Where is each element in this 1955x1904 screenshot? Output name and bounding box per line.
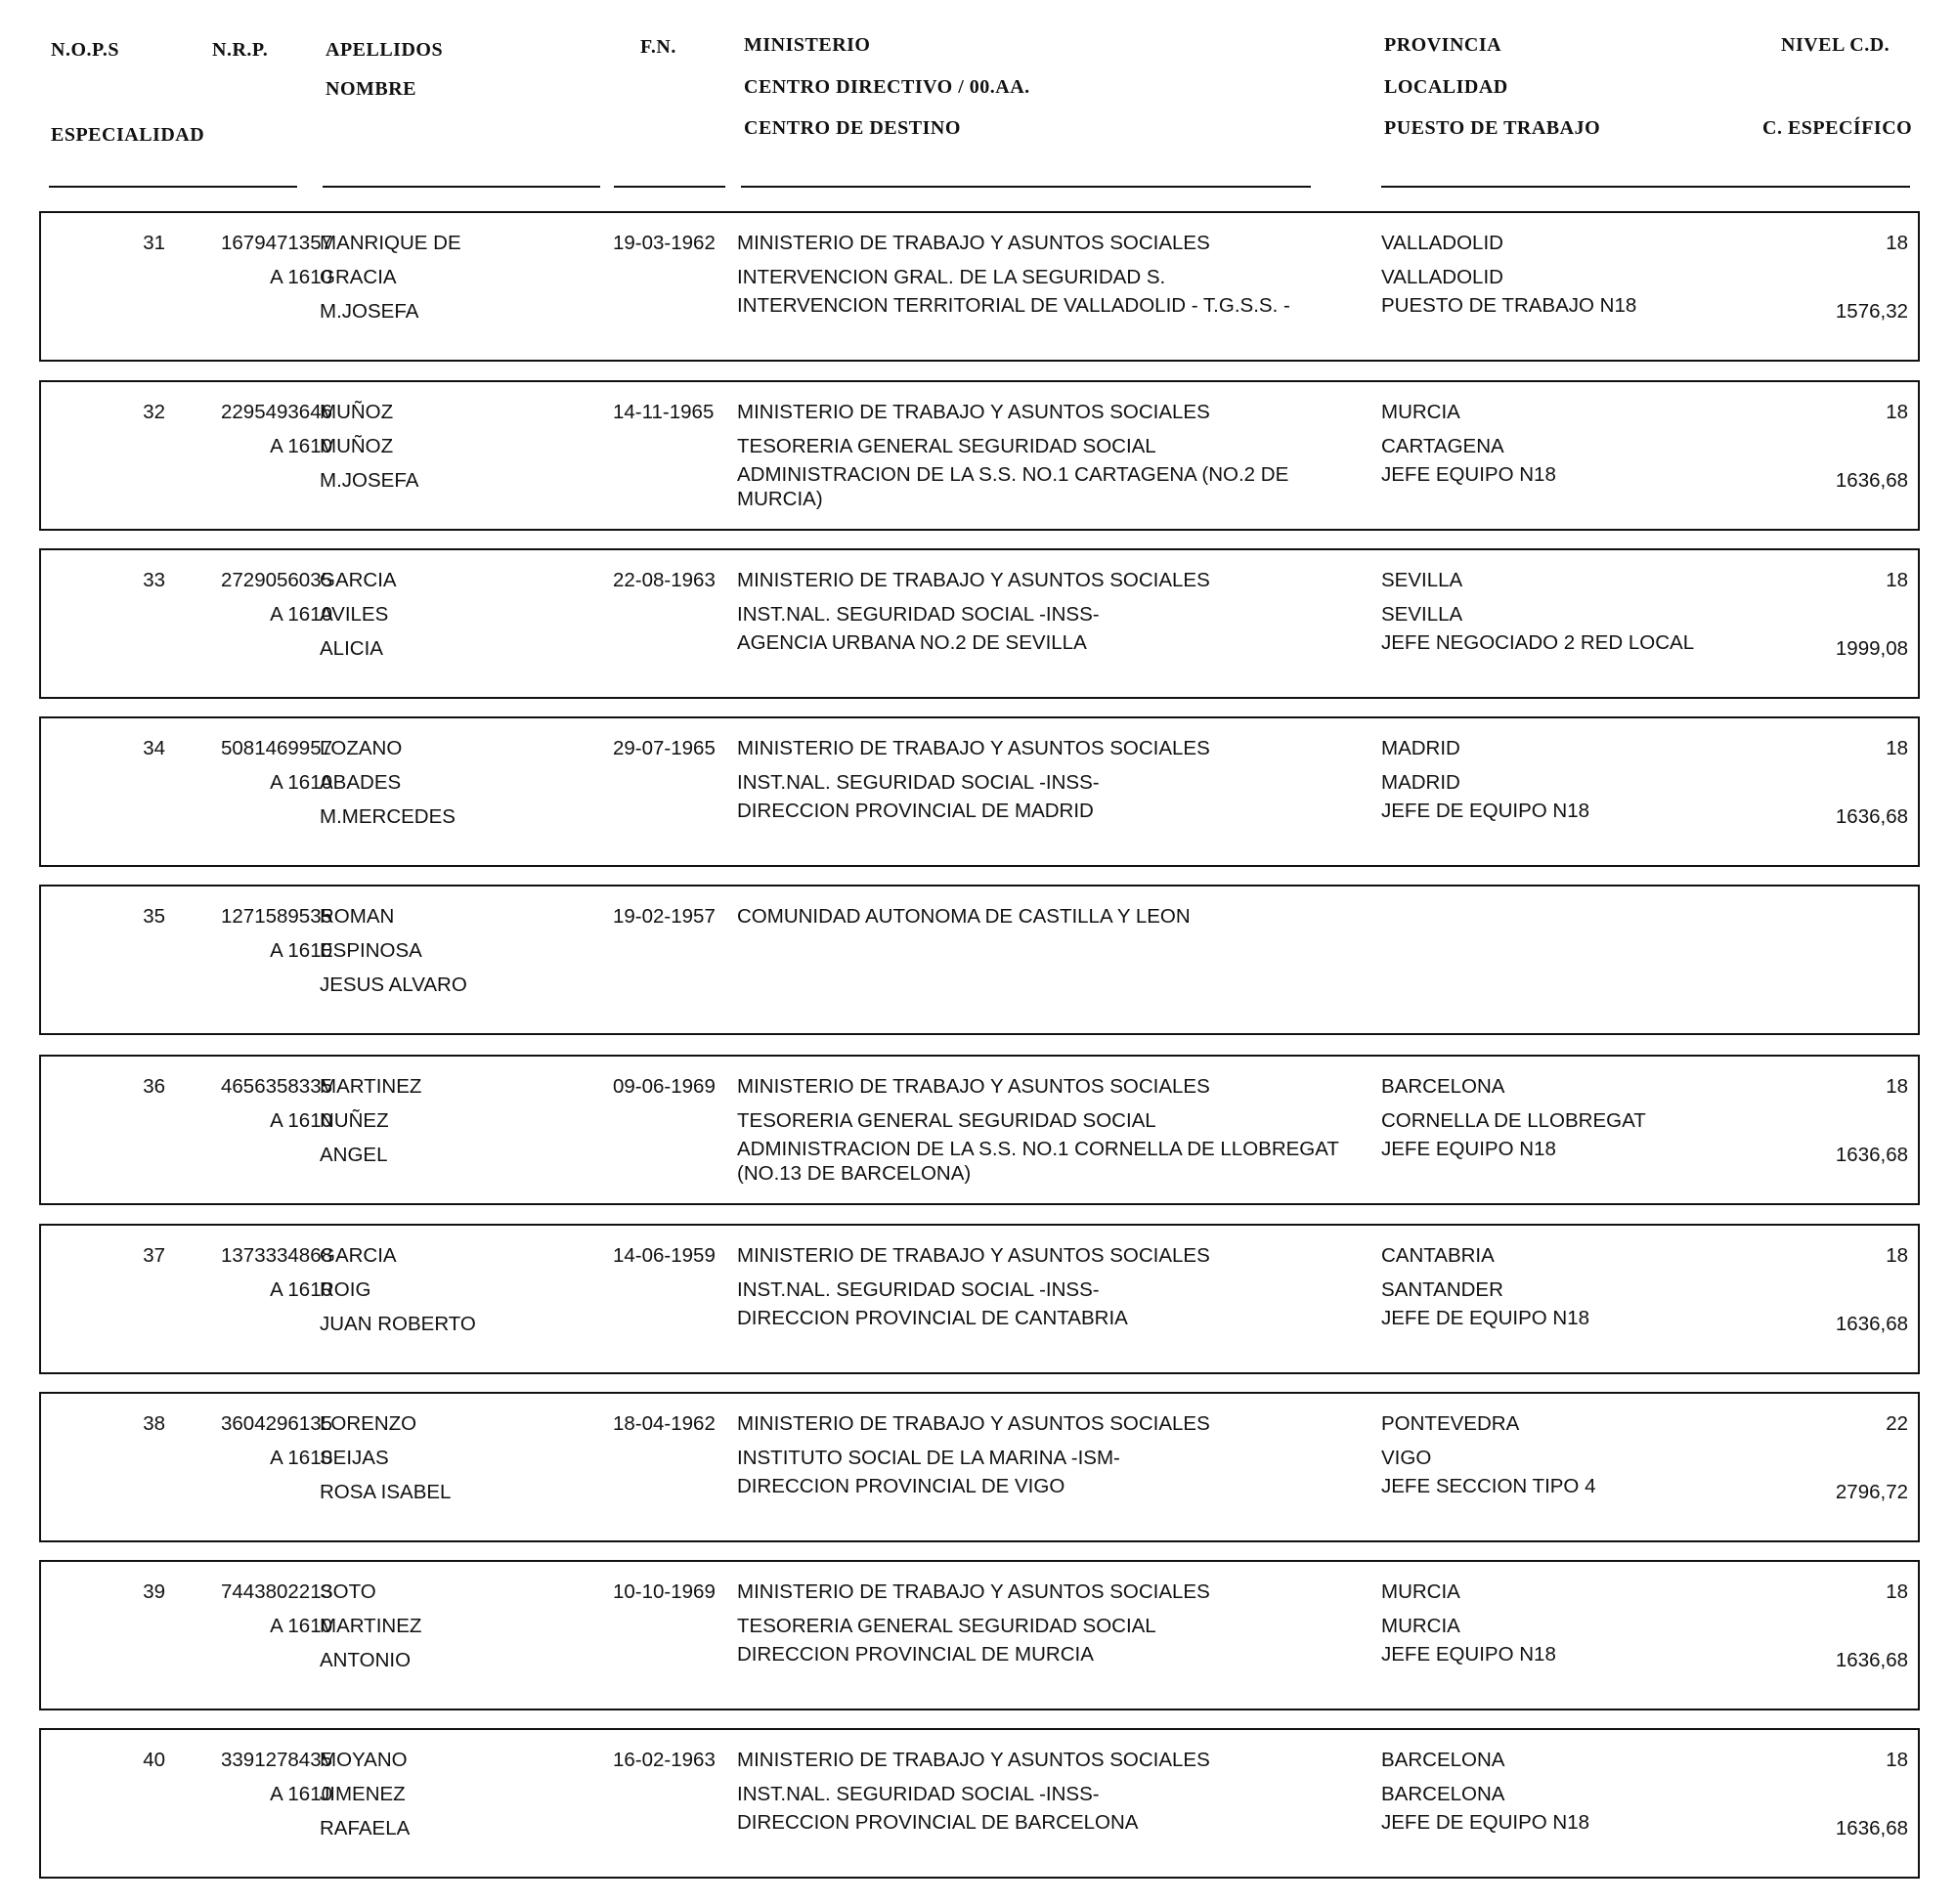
record-especialidad: A 1610	[270, 1109, 332, 1132]
record-nivel: 18	[1886, 232, 1908, 254]
record-centro-directivo: TESORERIA GENERAL SEGURIDAD SOCIAL	[737, 1615, 1156, 1637]
record-centro-directivo: INST.NAL. SEGURIDAD SOCIAL -INSS-	[737, 1783, 1100, 1805]
record-provincia: VALLADOLID	[1381, 232, 1503, 254]
record-fecha-nacimiento: 22-08-1963	[613, 569, 716, 591]
record-apellido-1: SOTO	[320, 1580, 376, 1603]
record-puesto: JEFE EQUIPO N18	[1381, 1138, 1556, 1160]
record-nops: 31	[143, 232, 165, 254]
record-apellido-1: LOZANO	[320, 737, 403, 759]
record-puesto: JEFE DE EQUIPO N18	[1381, 1307, 1590, 1329]
record-fecha-nacimiento: 19-03-1962	[613, 232, 716, 254]
record-fecha-nacimiento: 09-06-1969	[613, 1075, 716, 1098]
record-apellido-2: ROIG	[320, 1278, 371, 1301]
record-nombre: JESUS ALVARO	[320, 974, 467, 996]
record-nops: 39	[143, 1580, 165, 1603]
record-apellido-1: MOYANO	[320, 1749, 408, 1771]
record-provincia: PONTEVEDRA	[1381, 1412, 1520, 1435]
record-especialidad: A 1610	[270, 771, 332, 794]
record-apellido-1: ROMAN	[320, 905, 395, 928]
record-fecha-nacimiento: 29-07-1965	[613, 737, 716, 759]
record-ministerio: MINISTERIO DE TRABAJO Y ASUNTOS SOCIALES	[737, 1075, 1210, 1098]
record-nombre: ALICIA	[320, 637, 383, 660]
record-nrp: 4656358335	[220, 1075, 332, 1098]
record-apellido-1: LORENZO	[320, 1412, 417, 1435]
record-nivel: 18	[1886, 1580, 1908, 1603]
record-especifico: 1636,68	[1835, 1313, 1908, 1335]
record-nops: 40	[143, 1749, 165, 1771]
record-localidad: SEVILLA	[1381, 603, 1463, 626]
record-nivel: 18	[1886, 401, 1908, 423]
record-apellido-2: JIMENEZ	[320, 1783, 406, 1805]
record-nivel: 18	[1886, 569, 1908, 591]
record-apellido-2: SEIJAS	[320, 1447, 389, 1469]
record-apellido-1: GARCIA	[320, 1244, 397, 1267]
record-puesto: JEFE NEGOCIADO 2 RED LOCAL	[1381, 631, 1695, 654]
record-puesto: PUESTO DE TRABAJO N18	[1381, 294, 1637, 317]
record-nops: 36	[143, 1075, 165, 1098]
record-nivel: 18	[1886, 1749, 1908, 1771]
header-puesto: PUESTO DE TRABAJO	[1384, 117, 1601, 139]
record-apellido-1: GARCIA	[320, 569, 397, 591]
record-localidad: CARTAGENA	[1381, 435, 1504, 457]
record-provincia: MURCIA	[1381, 1580, 1460, 1603]
record-nops: 32	[143, 401, 165, 423]
header-apellidos: APELLIDOS	[326, 39, 444, 61]
record-provincia: MURCIA	[1381, 401, 1460, 423]
record-apellido-2: MUÑOZ	[320, 435, 394, 457]
record-nivel: 18	[1886, 1244, 1908, 1267]
record-ministerio: MINISTERIO DE TRABAJO Y ASUNTOS SOCIALES	[737, 1749, 1210, 1771]
record-centro-destino: DIRECCION PROVINCIAL DE VIGO	[737, 1475, 1065, 1497]
record-provincia: BARCELONA	[1381, 1749, 1505, 1771]
record-nrp: 7443802213	[220, 1580, 332, 1603]
record-centro-destino: AGENCIA URBANA NO.2 DE SEVILLA	[737, 631, 1087, 654]
record-puesto: JEFE EQUIPO N18	[1381, 1643, 1556, 1666]
record-nops: 37	[143, 1244, 165, 1267]
record-ministerio: MINISTERIO DE TRABAJO Y ASUNTOS SOCIALES	[737, 1412, 1210, 1435]
record-ministerio: MINISTERIO DE TRABAJO Y ASUNTOS SOCIALES	[737, 232, 1210, 254]
record-centro-directivo: INSTITUTO SOCIAL DE LA MARINA -ISM-	[737, 1447, 1120, 1469]
record-provincia: CANTABRIA	[1381, 1244, 1495, 1267]
header-provincia: PROVINCIA	[1384, 34, 1502, 56]
record-especialidad: A 1610	[270, 1278, 332, 1301]
record-especifico: 1636,68	[1835, 1817, 1908, 1839]
record-apellido-2: AVILES	[320, 603, 389, 626]
record-ministerio: MINISTERIO DE TRABAJO Y ASUNTOS SOCIALES	[737, 569, 1210, 591]
record-centro-directivo: TESORERIA GENERAL SEGURIDAD SOCIAL	[737, 1109, 1156, 1132]
record-nrp: 2295493646	[220, 401, 332, 423]
record-centro-directivo: INST.NAL. SEGURIDAD SOCIAL -INSS-	[737, 771, 1100, 794]
record-centro-destino: INTERVENCION TERRITORIAL DE VALLADOLID - T.G.S.S. -	[737, 294, 1290, 317]
record-block	[39, 1560, 1920, 1710]
header-nivel: NIVEL C.D.	[1781, 34, 1890, 56]
record-apellido-1: MARTINEZ	[320, 1075, 422, 1098]
header-centro-directivo: CENTRO DIRECTIVO / 00.AA.	[744, 76, 1030, 98]
record-nivel: 18	[1886, 1075, 1908, 1098]
record-apellido-2: MARTINEZ	[320, 1615, 422, 1637]
record-nombre: M.JOSEFA	[320, 300, 419, 323]
header-rule	[323, 186, 600, 188]
record-nops: 35	[143, 905, 165, 928]
record-nombre: ROSA ISABEL	[320, 1481, 452, 1503]
header-especifico: C. ESPECÍFICO	[1762, 117, 1913, 139]
record-centro-destino: DIRECCION PROVINCIAL DE BARCELONA	[737, 1811, 1139, 1834]
record-nops: 38	[143, 1412, 165, 1435]
record-especialidad: A 1610	[270, 1615, 332, 1637]
record-localidad: VIGO	[1381, 1447, 1432, 1469]
record-provincia: SEVILLA	[1381, 569, 1463, 591]
record-block	[39, 885, 1920, 1035]
record-nombre: JUAN ROBERTO	[320, 1313, 476, 1335]
record-fecha-nacimiento: 10-10-1969	[613, 1580, 716, 1603]
header-ministerio: MINISTERIO	[744, 34, 871, 56]
header-centro-destino: CENTRO DE DESTINO	[744, 117, 961, 139]
record-centro-destino: DIRECCION PROVINCIAL DE MURCIA	[737, 1643, 1094, 1666]
record-ministerio: MINISTERIO DE TRABAJO Y ASUNTOS SOCIALES	[737, 401, 1210, 423]
record-nrp: 1271589535	[220, 905, 332, 928]
record-apellido-2: NUÑEZ	[320, 1109, 389, 1132]
header-nrp: N.R.P.	[212, 39, 269, 61]
record-block	[39, 716, 1920, 867]
record-apellido-1: MANRIQUE DE	[320, 232, 461, 254]
record-block	[39, 1224, 1920, 1374]
header-fn: F.N.	[640, 36, 676, 58]
record-block	[39, 211, 1920, 362]
record-especifico: 2796,72	[1835, 1481, 1908, 1503]
record-especialidad: A 1610	[270, 266, 332, 288]
record-nops: 33	[143, 569, 165, 591]
record-especialidad: A 1610	[270, 603, 332, 626]
record-block	[39, 380, 1920, 531]
record-ministerio: MINISTERIO DE TRABAJO Y ASUNTOS SOCIALES	[737, 1244, 1210, 1267]
header-rule	[614, 186, 725, 188]
header-rule	[49, 186, 297, 188]
header-especialidad: ESPECIALIDAD	[51, 124, 205, 146]
record-nivel: 18	[1886, 737, 1908, 759]
record-puesto: JEFE DE EQUIPO N18	[1381, 800, 1590, 822]
record-localidad: MURCIA	[1381, 1615, 1460, 1637]
record-centro-destino: ADMINISTRACION DE LA S.S. NO.1 CORNELLA DE LLOBREGAT (NO.13 DE BARCELONA)	[737, 1138, 1339, 1185]
record-nrp: 3604296135	[220, 1412, 332, 1435]
record-especifico: 1636,68	[1835, 1144, 1908, 1166]
record-especialidad: A 1610	[270, 1783, 332, 1805]
record-especifico: 1999,08	[1835, 637, 1908, 660]
record-nombre: ANGEL	[320, 1144, 388, 1166]
record-centro-destino: DIRECCION PROVINCIAL DE CANTABRIA	[737, 1307, 1128, 1329]
record-provincia: BARCELONA	[1381, 1075, 1505, 1098]
record-nivel: 22	[1886, 1412, 1908, 1435]
header-rule	[741, 186, 1311, 188]
record-nombre: ANTONIO	[320, 1649, 412, 1671]
record-localidad: VALLADOLID	[1381, 266, 1503, 288]
record-apellido-2: GRACIA	[320, 266, 397, 288]
record-ministerio: MINISTERIO DE TRABAJO Y ASUNTOS SOCIALES	[737, 1580, 1210, 1603]
record-centro-destino: DIRECCION PROVINCIAL DE MADRID	[737, 800, 1094, 822]
record-block	[39, 1055, 1920, 1205]
record-centro-directivo: TESORERIA GENERAL SEGURIDAD SOCIAL	[737, 435, 1156, 457]
record-nombre: M.MERCEDES	[320, 805, 456, 828]
record-localidad: SANTANDER	[1381, 1278, 1503, 1301]
record-puesto: JEFE DE EQUIPO N18	[1381, 1811, 1590, 1834]
record-nrp: 1679471357	[220, 232, 332, 254]
header-nops: N.O.P.S	[51, 39, 120, 61]
header-rule	[1381, 186, 1910, 188]
record-nombre: RAFAELA	[320, 1817, 411, 1839]
record-especifico: 1636,68	[1835, 469, 1908, 492]
record-apellido-2: ESPINOSA	[320, 939, 422, 962]
record-especialidad: A 1610	[270, 435, 332, 457]
record-block	[39, 548, 1920, 699]
record-centro-directivo: INTERVENCION GRAL. DE LA SEGURIDAD S.	[737, 266, 1166, 288]
record-centro-directivo: INST.NAL. SEGURIDAD SOCIAL -INSS-	[737, 603, 1100, 626]
record-especifico: 1636,68	[1835, 805, 1908, 828]
record-ministerio: COMUNIDAD AUTONOMA DE CASTILLA Y LEON	[737, 905, 1191, 928]
record-fecha-nacimiento: 16-02-1963	[613, 1749, 716, 1771]
record-block	[39, 1392, 1920, 1542]
record-puesto: JEFE SECCION TIPO 4	[1381, 1475, 1596, 1497]
record-fecha-nacimiento: 18-04-1962	[613, 1412, 716, 1435]
record-localidad: BARCELONA	[1381, 1783, 1505, 1805]
record-ministerio: MINISTERIO DE TRABAJO Y ASUNTOS SOCIALES	[737, 737, 1210, 759]
header-nombre: NOMBRE	[326, 78, 416, 100]
header-localidad: LOCALIDAD	[1384, 76, 1508, 98]
record-especifico: 1636,68	[1835, 1649, 1908, 1671]
record-nrp: 2729056035	[220, 569, 332, 591]
record-fecha-nacimiento: 19-02-1957	[613, 905, 716, 928]
record-puesto: JEFE EQUIPO N18	[1381, 463, 1556, 486]
record-centro-destino: ADMINISTRACION DE LA S.S. NO.1 CARTAGENA (NO.2 DE MURCIA)	[737, 463, 1289, 510]
record-localidad: CORNELLA DE LLOBREGAT	[1381, 1109, 1646, 1132]
record-fecha-nacimiento: 14-11-1965	[613, 401, 715, 423]
record-especifico: 1576,32	[1835, 300, 1908, 323]
record-block	[39, 1728, 1920, 1879]
record-localidad: MADRID	[1381, 771, 1460, 794]
record-fecha-nacimiento: 14-06-1959	[613, 1244, 716, 1267]
record-especialidad: A 1610	[270, 1447, 332, 1469]
record-provincia: MADRID	[1381, 737, 1460, 759]
record-nrp: 1373334868	[220, 1244, 332, 1267]
record-apellido-1: MUÑOZ	[320, 401, 394, 423]
record-especialidad: A 1610	[270, 939, 332, 962]
record-centro-directivo: INST.NAL. SEGURIDAD SOCIAL -INSS-	[737, 1278, 1100, 1301]
record-nrp: 5081469957	[220, 737, 332, 759]
record-nombre: M.JOSEFA	[320, 469, 419, 492]
record-nops: 34	[143, 737, 165, 759]
record-nrp: 3391278435	[220, 1749, 332, 1771]
record-apellido-2: ABADES	[320, 771, 402, 794]
